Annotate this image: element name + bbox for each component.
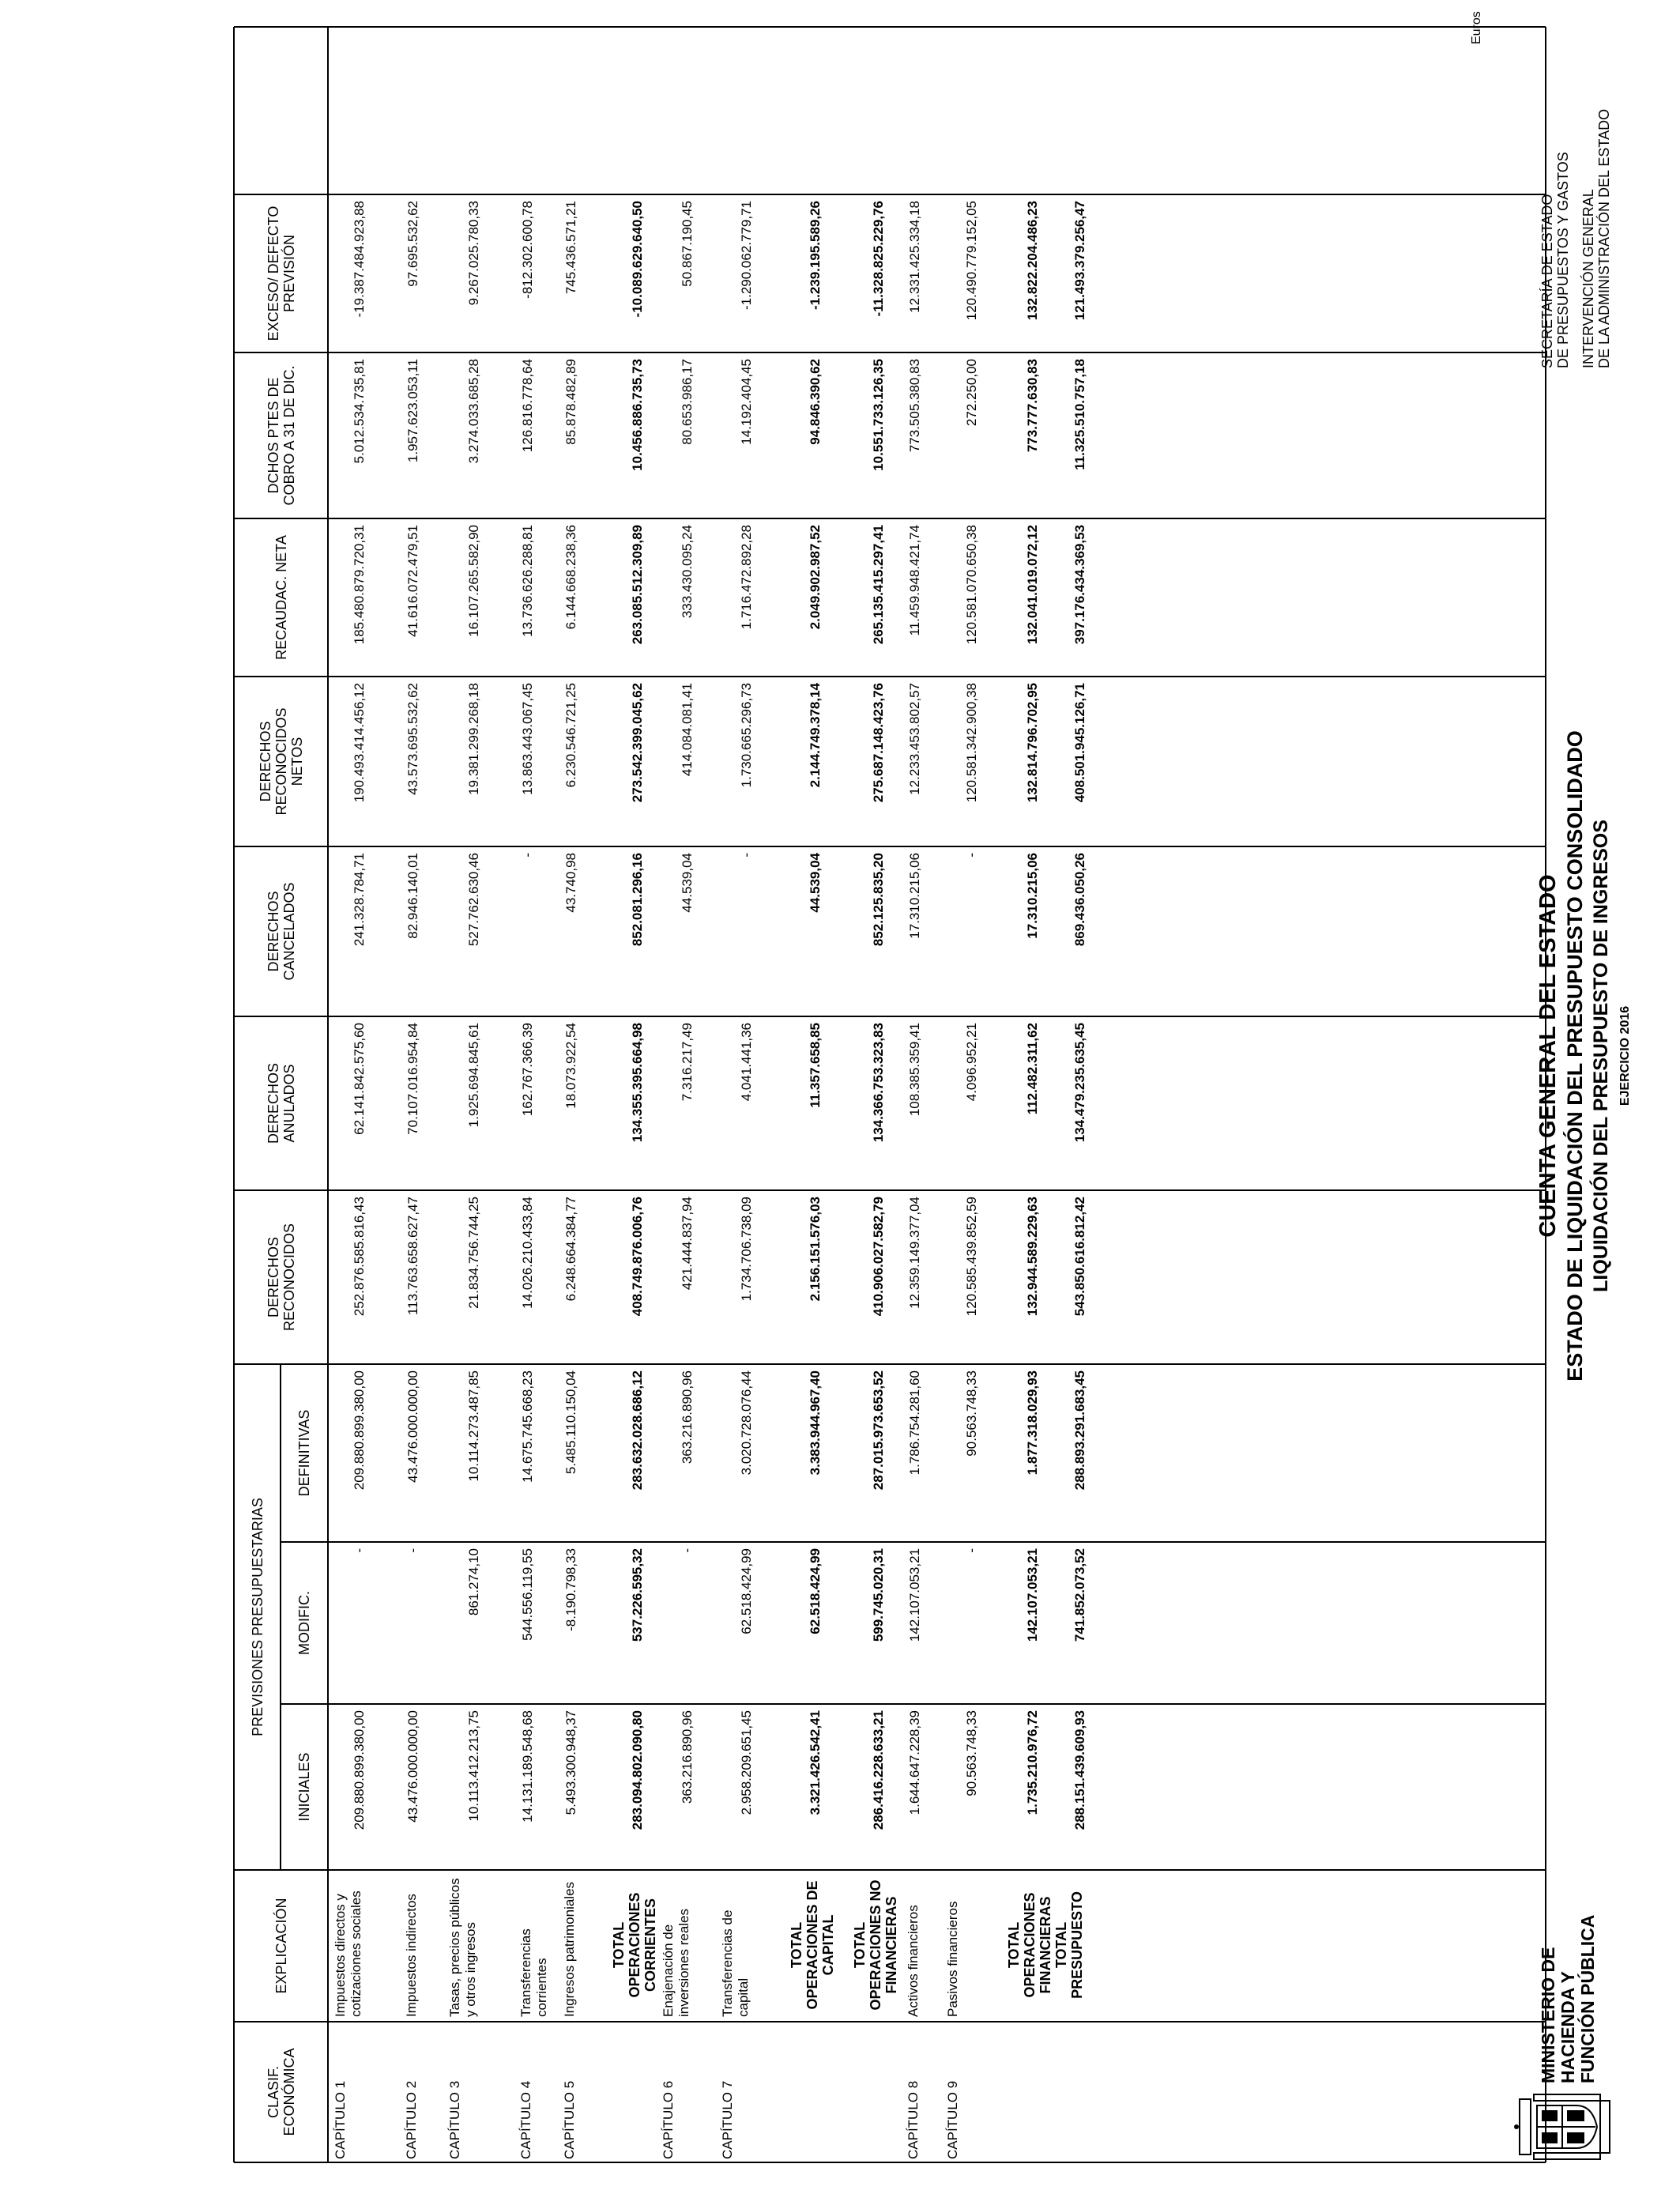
table-row-value: 544.556.119,55 (520, 1548, 535, 1641)
table-row-value: - (405, 1548, 420, 1553)
table-row-value: 773.777.630,83 (1025, 359, 1040, 453)
table-row-explicacion: Impuestos directos y cotizaciones sociales (333, 1891, 363, 2017)
table-row-explicacion: Activos financieros (906, 1905, 921, 2017)
table-row-explicacion: TOTAL PRESUPUESTO (1053, 1891, 1085, 1999)
table-row-explicacion: Impuestos indirectos (404, 1894, 419, 2017)
header-exceso: EXCESO/ DEFECTO PREVISIÓN (265, 205, 297, 341)
table-row-value: 132.041.019.072,12 (1025, 525, 1040, 645)
table-row-clasif: CAPÍTULO 9 (945, 2080, 960, 2159)
table-row-value: 410.906.027.582,79 (871, 1197, 886, 1317)
table-row-value: 43.476.000.000,00 (405, 1370, 420, 1483)
table-row-value: 1.735.210.976,72 (1025, 1710, 1040, 1815)
table-row-value: 288.151.439.609,93 (1072, 1710, 1087, 1830)
table-row-value: 134.479.235.635,45 (1072, 1023, 1087, 1143)
table-row-clasif: CAPÍTULO 7 (720, 2080, 735, 2159)
header-definitivas: DEFINITIVAS (296, 1409, 312, 1497)
table-row-clasif: CAPÍTULO 1 (333, 2080, 348, 2159)
table-row-value: - (964, 1548, 979, 1553)
table-row-value: 13.736.626.288,81 (520, 525, 535, 637)
agency-line-3: INTERVENCIÓN GENERAL (1580, 189, 1596, 368)
table-row-value: 132.944.589.229,63 (1025, 1197, 1040, 1317)
table-row-value: 333.430.095,24 (680, 525, 695, 619)
table-row-value: - (964, 853, 979, 858)
table-row-value: 397.176.434.369,53 (1072, 525, 1087, 645)
table-row-value: -1.239.195.589,26 (808, 201, 823, 311)
table-row-explicacion: Pasivos financieros (945, 1901, 960, 2017)
ministry-line-3: FUNCIÓN PÚBLICA (1577, 1914, 1598, 2083)
table-row-value: - (739, 853, 754, 858)
table-row-value: 120.581.342.900,38 (964, 683, 979, 803)
header-recaudac: RECAUDAC. NETA (273, 535, 289, 660)
ministry-line-1: MINISTERIO DE (1538, 1947, 1558, 2083)
table-row-value: 41.616.072.479,51 (405, 525, 420, 637)
table-row-value: 126.816.778,64 (520, 359, 535, 453)
table-row-value: 70.107.016.954,84 (405, 1023, 420, 1135)
table-row-value: 408.501.945.126,71 (1072, 683, 1087, 803)
agency-line-4: DE LA ADMINISTRACIÓN DEL ESTADO (1596, 108, 1612, 368)
table-row-value: 62.141.842.575,60 (352, 1023, 367, 1135)
table-row-explicacion: Enajenación de inversiones reales (661, 1908, 691, 2017)
table-row-value: 62.518.424,99 (808, 1548, 823, 1634)
header-iniciales: INICIALES (296, 1752, 312, 1822)
table-row-value: 852.081.296,16 (630, 853, 645, 947)
table-row-value: 10.551.733.126,35 (871, 359, 886, 471)
table-row-value: 44.539,04 (680, 853, 695, 913)
table-row-value: 745.436.571,21 (563, 201, 578, 295)
table-row-value: 414.084.081,41 (680, 683, 695, 777)
table-row-value: 94.846.390,62 (808, 359, 823, 445)
page-subtitle-1: ESTADO DE LIQUIDACIÓN DEL PRESUPUESTO CONSOLIDADO (1563, 730, 1587, 1382)
table-row-value: 272.250,00 (964, 359, 979, 427)
table-row-value: 286.416.228.633,21 (871, 1710, 886, 1830)
table-row-explicacion: TOTAL OPERACIONES NO FINANCIERAS (852, 1879, 899, 2011)
table-row-value: 134.366.753.323,83 (871, 1023, 886, 1143)
header-dchos-ptes: DCHOS PTES DE COBRO A 31 DE DIC. (265, 365, 297, 506)
table-row-value: 132.822.204.486,23 (1025, 201, 1040, 321)
table-row-clasif: CAPÍTULO 6 (661, 2080, 676, 2159)
table-row-value: -10.089.629.640,50 (630, 201, 645, 318)
table-row-value: 134.355.395.664,98 (630, 1023, 645, 1143)
table-row-value: 4.096.952,21 (964, 1023, 979, 1102)
table-row-value: 3.383.944.967,40 (808, 1370, 823, 1476)
table-row-value: -11.328.825.229,76 (871, 201, 886, 317)
header-modific: MODIFIC. (296, 1591, 312, 1655)
page-subtitle-2: LIQUIDACIÓN DEL PRESUPUESTO DE INGRESOS (1590, 820, 1612, 1292)
table-row-value: 12.233.453.802,57 (907, 683, 922, 795)
table-row-value: - (352, 1548, 367, 1553)
table-row-clasif: CAPÍTULO 3 (447, 2080, 462, 2159)
table-row-value: 10.456.886.735,73 (630, 359, 645, 471)
table-row-value: 209.880.899.380,00 (352, 1710, 367, 1830)
table-row-value: 1.957.623.053,11 (405, 359, 420, 463)
table-row-value: 1.786.754.281,60 (907, 1370, 922, 1476)
table-row-value: 5.012.534.735,81 (352, 359, 367, 464)
table-row-value: 527.762.630,46 (466, 853, 481, 947)
table-row-value: 120.585.439.852,59 (964, 1197, 979, 1317)
table-row-value: 599.745.020,31 (871, 1548, 886, 1642)
table-row-value: 14.675.745.668,23 (520, 1370, 535, 1483)
table-row-explicacion: Transferencias de capital (720, 1909, 751, 2017)
table-row-value: 4.041.441,36 (739, 1023, 754, 1102)
table-row-value: 283.632.028.686,12 (630, 1370, 645, 1491)
table-row-value: 273.542.399.045,62 (630, 683, 645, 803)
table-row-value: 82.946.140,01 (405, 853, 420, 939)
table-row-value: 190.493.414.456,12 (352, 683, 367, 803)
table-row-value: 85.878.482,89 (563, 359, 578, 445)
agency-line-1: SECRETARÍA DE ESTADO (1539, 194, 1555, 368)
table-row-value: 861.274,10 (466, 1548, 481, 1616)
table-row-value: 11.357.658,85 (808, 1023, 823, 1108)
table-row-value: 90.563.748,33 (964, 1710, 979, 1796)
table-row-value: 275.687.148.423,76 (871, 683, 886, 803)
table-row-value: 80.653.986,17 (680, 359, 695, 445)
header-der-cancelados: DERECHOS CANCELADOS (265, 882, 297, 981)
table-row-value: 5.485.110.150,04 (563, 1370, 578, 1475)
table-row-value: 10.114.273.487,85 (466, 1370, 481, 1482)
table-row-value: 265.135.415.297,41 (871, 525, 886, 645)
table-row-clasif: CAPÍTULO 8 (906, 2080, 921, 2159)
table-row-value: 7.316.217,49 (680, 1023, 695, 1102)
header-der-rec-netos: DERECHOS RECONOCIDOS NETOS (257, 707, 305, 816)
table-row-value: -8.190.798,33 (563, 1548, 578, 1631)
table-row-value: 1.877.318.029,93 (1025, 1370, 1040, 1476)
table-row-explicacion: TOTAL OPERACIONES CORRIENTES (611, 1892, 658, 1998)
table-row-explicacion: TOTAL OPERACIONES DE CAPITAL (789, 1880, 836, 2010)
table-row-value: 5.493.300.948,37 (563, 1710, 578, 1815)
table-row-value: 43.573.695.532,62 (405, 683, 420, 795)
table-row-value: 112.482.311,62 (1025, 1023, 1040, 1115)
table-row-value: 421.444.837,94 (680, 1197, 695, 1291)
table-row-value: 3.274.033.685,28 (466, 359, 481, 464)
table-row-value: 2.144.749.378,14 (808, 683, 823, 788)
table-row-value: 11.459.948.421,74 (907, 525, 922, 636)
header-clasif: CLASIF. ECONÓMICA (265, 2048, 297, 2136)
table-row-value: 43.740,98 (563, 853, 578, 913)
table-row-value: 2.958.209.651,45 (739, 1710, 754, 1815)
table-row-value: 209.880.899.380,00 (352, 1370, 367, 1491)
table-row-value: 869.436.050,26 (1072, 853, 1087, 947)
table-row-value: 14.131.189.548,68 (520, 1710, 535, 1823)
agency-line-2: DE PRESUPUESTOS Y GASTOS (1555, 152, 1571, 368)
table-row-explicacion: Transferencias corrientes (518, 1928, 549, 2017)
table-row-value: 3.020.728.076,44 (739, 1370, 754, 1476)
table-row-value: 408.749.876.006,76 (630, 1197, 645, 1317)
table-row-value: 97.695.532,62 (405, 201, 420, 287)
table-row-explicacion: TOTAL OPERACIONES FINANCIERAS (1006, 1892, 1053, 1998)
table-row-value: 1.716.472.892,28 (739, 525, 754, 630)
table-row-value: 1.925.694.845,61 (466, 1023, 481, 1128)
table-row-value: 44.539,04 (808, 853, 823, 913)
table-row-explicacion: Ingresos patrimoniales (562, 1881, 577, 2017)
table-row-clasif: CAPÍTULO 5 (562, 2080, 577, 2159)
table-row-value: 162.767.366,39 (520, 1023, 535, 1117)
table-row-value: 543.850.616.812,42 (1072, 1197, 1087, 1317)
table-row-value: 12.359.149.377,04 (907, 1197, 922, 1309)
table-row-value: 142.107.053,21 (1025, 1548, 1040, 1642)
ministry-line-2: HACIENDA Y (1558, 1971, 1578, 2083)
table-row-value: 185.480.879.720,31 (352, 525, 367, 645)
table-row-value: 363.216.890,96 (680, 1710, 695, 1804)
table-row-value: 108.385.359,41 (907, 1023, 922, 1117)
table-row-value: 288.893.291.683,45 (1072, 1370, 1087, 1491)
table-row-value: 6.230.546.721,25 (563, 683, 578, 788)
table-row-value: -812.302.600,78 (520, 201, 535, 299)
table-row-value: -19.387.484.923,88 (352, 201, 367, 318)
table-row-explicacion: Tasas, precios públicos y otros ingresos (447, 1878, 478, 2017)
table-row-value: 14.192.404,45 (739, 359, 754, 445)
table-row-value: 142.107.053,21 (907, 1548, 922, 1642)
table-row-value: 12.331.425.334,18 (907, 201, 922, 313)
table-row-value: 113.763.658.627,47 (405, 1197, 420, 1315)
table-row-value: 90.563.748,33 (964, 1370, 979, 1457)
table-row-value: 6.248.664.384,77 (563, 1197, 578, 1302)
table-row-clasif: CAPÍTULO 4 (518, 2080, 533, 2159)
table-row-value: 1.730.665.296,73 (739, 683, 754, 788)
table-row-value: 43.476.000.000,00 (405, 1710, 420, 1823)
table-row-value: 363.216.890,96 (680, 1370, 695, 1465)
table-row-value: 2.156.151.576,03 (808, 1197, 823, 1302)
table-row-value: 11.325.510.757,18 (1072, 359, 1087, 470)
header-der-anulados: DERECHOS ANULADOS (265, 1063, 297, 1144)
fiscal-year: EJERCICIO 2016 (1618, 1005, 1632, 1106)
table-row-value: - (520, 853, 535, 858)
table-row-value: 1.644.647.228,39 (907, 1710, 922, 1815)
table-row-value: 18.073.922,54 (563, 1023, 578, 1109)
units-label: Euros (1470, 11, 1483, 44)
header-der-reconocidos: DERECHOS RECONOCIDOS (265, 1223, 297, 1332)
table-row-value: 17.310.215,06 (907, 853, 922, 939)
table-row-value: 3.321.426.542,41 (808, 1710, 823, 1815)
table-row-value: 50.867.190,45 (680, 201, 695, 287)
table-row-value: 287.015.973.653,52 (871, 1370, 886, 1491)
table-row-value: 19.381.299.268,18 (466, 683, 481, 795)
table-row-value: 120.581.070.650,38 (964, 525, 979, 645)
table-row-value: 62.518.424,99 (739, 1548, 754, 1634)
table-row-value: 263.085.512.309,89 (630, 525, 645, 645)
table-row-value: - (680, 1548, 695, 1553)
table-row-value: 21.834.756.744,25 (466, 1197, 481, 1309)
page-title: CUENTA GENERAL DEL ESTADO (1535, 874, 1561, 1238)
table-row-value: 10.113.412.213,75 (466, 1710, 481, 1822)
table-row-value: 17.310.215,06 (1025, 853, 1040, 939)
table-row-value: 14.026.210.433,84 (520, 1197, 535, 1309)
table-row-value: 852.125.835,20 (871, 853, 886, 947)
table-row-clasif: CAPÍTULO 2 (404, 2080, 419, 2159)
header-previsiones: PREVISIONES PRESUPUESTARIAS (249, 1498, 266, 1736)
table-row-value: 537.226.595,32 (630, 1548, 645, 1642)
table-row-value: 132.814.796.702,95 (1025, 683, 1040, 803)
table-row-value: 9.267.025.780,33 (466, 201, 481, 306)
table-row-value: 120.490.779.152,05 (964, 201, 979, 321)
table-row-value: 773.505.380,83 (907, 359, 922, 453)
table-row-value: 16.107.265.582,90 (466, 525, 481, 637)
table-row-value: 2.049.902.987,52 (808, 525, 823, 630)
table-row-value: 283.094.802.090,80 (630, 1710, 645, 1830)
table-row-value: 252.876.585.816,43 (352, 1197, 367, 1317)
table-row-value: 241.328.784,71 (352, 853, 367, 947)
table-row-value: 1.734.706.738,09 (739, 1197, 754, 1302)
table-row-value: 6.144.668.238,36 (563, 525, 578, 630)
table-row-value: 741.852.073,52 (1072, 1548, 1087, 1642)
header-explicacion: EXPLICACIÓN (273, 1898, 289, 1994)
table-row-value: 121.493.379.256,47 (1072, 201, 1087, 321)
table-row-value: 13.863.443.067,45 (520, 683, 535, 795)
table-row-value: -1.290.062.779,71 (739, 201, 754, 311)
